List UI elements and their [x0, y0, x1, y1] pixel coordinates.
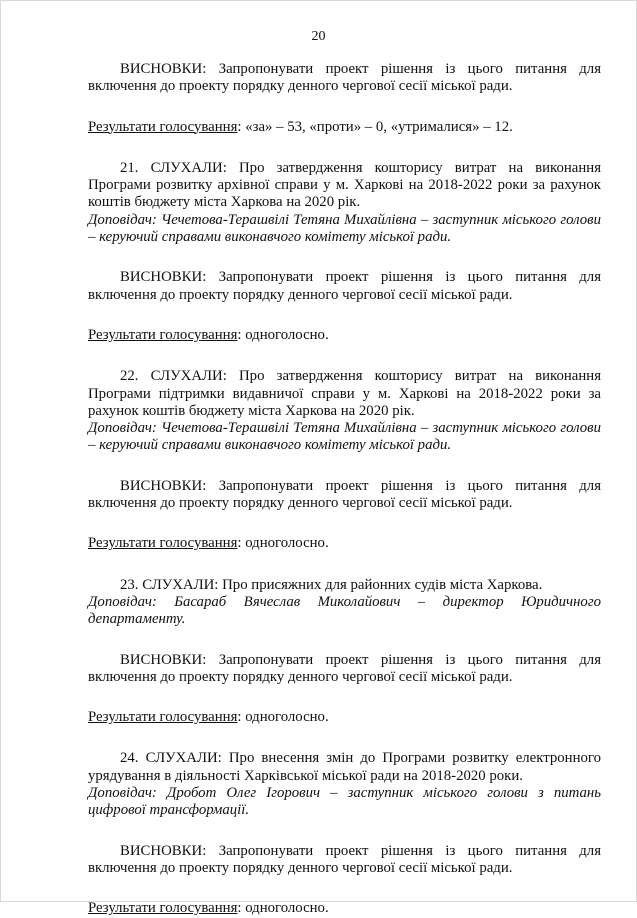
agenda-item-topic: Про затвердження кошторису витрат на виконання Програми розвитку архівної справи у м. Харкові на 2018-2022 роки за рахунок коштів бюджету міста Харкова на 2020 рік. — [88, 159, 602, 211]
conclusion-label: ВИСНОВКИ: — [120, 61, 207, 77]
agenda-item-heard — [88, 368, 601, 420]
voting-results-value: одноголосно. — [245, 709, 329, 726]
agenda-item-number: 23. — [120, 576, 139, 593]
page-body — [88, 61, 601, 918]
voting-results-value: одноголосно. — [245, 326, 329, 343]
voting-results: Результати голосування: одноголосно. — [88, 326, 329, 343]
voting-results-value: одноголосно. — [245, 535, 329, 552]
agenda-item-heard — [88, 577, 601, 594]
conclusion-label: ВИСНОВКИ: — [120, 651, 207, 668]
agenda-item-number: 21. — [120, 159, 139, 176]
voting-results: Результати голосування: одноголосно. — [88, 535, 329, 552]
voting-results-value: «за» – 53, «проти» – 0, «утрималися» – 12. — [245, 118, 513, 135]
speaker-name: Чечетова-Терашвілі Тетяна Михайлівна – заступник міського голови – керуючий справами виконавчого комітету міської ради. — [88, 420, 601, 454]
speaker-name: Дробот Олег Ігорович – заступник міського голови з питань цифрової трансформації. — [88, 785, 601, 819]
agenda-item-number: 22. — [120, 368, 139, 385]
agenda-item-heard — [88, 750, 601, 785]
voting-results-value: одноголосно. — [245, 900, 329, 917]
agenda-item-heard — [88, 160, 601, 212]
conclusion-text: Запропонувати проект рішення із цього питання для включення до проекту порядку денного чергової сесії міської ради. — [88, 269, 602, 303]
agenda-item-topic: Про присяжних для районних судів міста Харкова. — [222, 576, 543, 593]
agenda-item-number: 24. — [120, 750, 139, 767]
heard-label: СЛУХАЛИ: — [145, 750, 222, 767]
voting-results-label: Результати голосування — [88, 535, 238, 552]
conclusion-label: ВИСНОВКИ: — [120, 842, 207, 859]
speaker-label: Доповідач: — [88, 785, 157, 802]
voting-results: Результати голосування: одноголосно. — [88, 709, 329, 726]
conclusion-text: Запропонувати проект рішення із цього питання для включення до проекту порядку денного чергової сесії міської ради. — [88, 842, 602, 876]
speaker-name: Чечетова-Терашвілі Тетяна Михайлівна – заступник міського голови – керуючий справами виконавчого комітету міської ради. — [88, 211, 601, 246]
heard-label: СЛУХАЛИ: — [150, 159, 227, 176]
speaker-label: Доповідач: — [88, 211, 157, 228]
voting-results: Результати голосування: «за» – 53, «проти» – 0, «утрималися» – 12. — [88, 118, 513, 135]
conclusion-label: ВИСНОВКИ: — [120, 477, 207, 494]
conclusion-paragraph — [88, 478, 601, 513]
speaker-label: Доповідач: — [88, 420, 157, 437]
agenda-item-topic: Про затвердження кошторису витрат на виконання Програми підтримки видавничої справи у м. Харкові на 2018-2022 роки за рахунок коштів бюджету міста Харкова на 2020 рік. — [88, 368, 602, 419]
speaker-label: Доповідач: — [88, 593, 157, 610]
speaker-line — [88, 594, 601, 629]
agenda-item-topic: Про внесення змін до Програми розвитку електронного урядування в діяльності Харківської міської ради на 2018-2020 роки. — [88, 750, 602, 784]
speaker-name: Басараб Вячеслав Миколайович – директор Юридичного департаменту. — [88, 593, 602, 628]
speaker-line — [88, 785, 601, 820]
page-number: 20 — [311, 29, 326, 44]
conclusion-paragraph — [88, 269, 601, 304]
voting-results-label: Результати голосування — [88, 118, 238, 135]
conclusion-paragraph — [88, 61, 601, 96]
conclusion-text: Запропонувати проект рішення із цього питання для включення до проекту порядку денного чергової сесії міської ради. — [88, 651, 602, 685]
conclusion-paragraph — [88, 843, 601, 878]
conclusion-label: ВИСНОВКИ: — [120, 269, 207, 286]
conclusion-text: Запропонувати проект рішення із цього питання для включення до проекту порядку денного чергової сесії міської ради. — [88, 477, 602, 512]
speaker-line — [88, 420, 601, 455]
voting-results-label: Результати голосування — [88, 709, 238, 726]
heard-label: СЛУХАЛИ: — [150, 368, 227, 385]
voting-results-label: Результати голосування — [88, 326, 238, 343]
conclusion-text: Запропонувати проект рішення із цього питання для включення до проекту порядку денного чергової сесії міської ради. — [88, 61, 602, 95]
heard-label: СЛУХАЛИ: — [142, 576, 219, 593]
conclusion-paragraph — [88, 652, 601, 687]
voting-results: Результати голосування: одноголосно. — [88, 900, 329, 917]
speaker-line — [88, 212, 601, 247]
voting-results-label: Результати голосування — [88, 900, 238, 917]
